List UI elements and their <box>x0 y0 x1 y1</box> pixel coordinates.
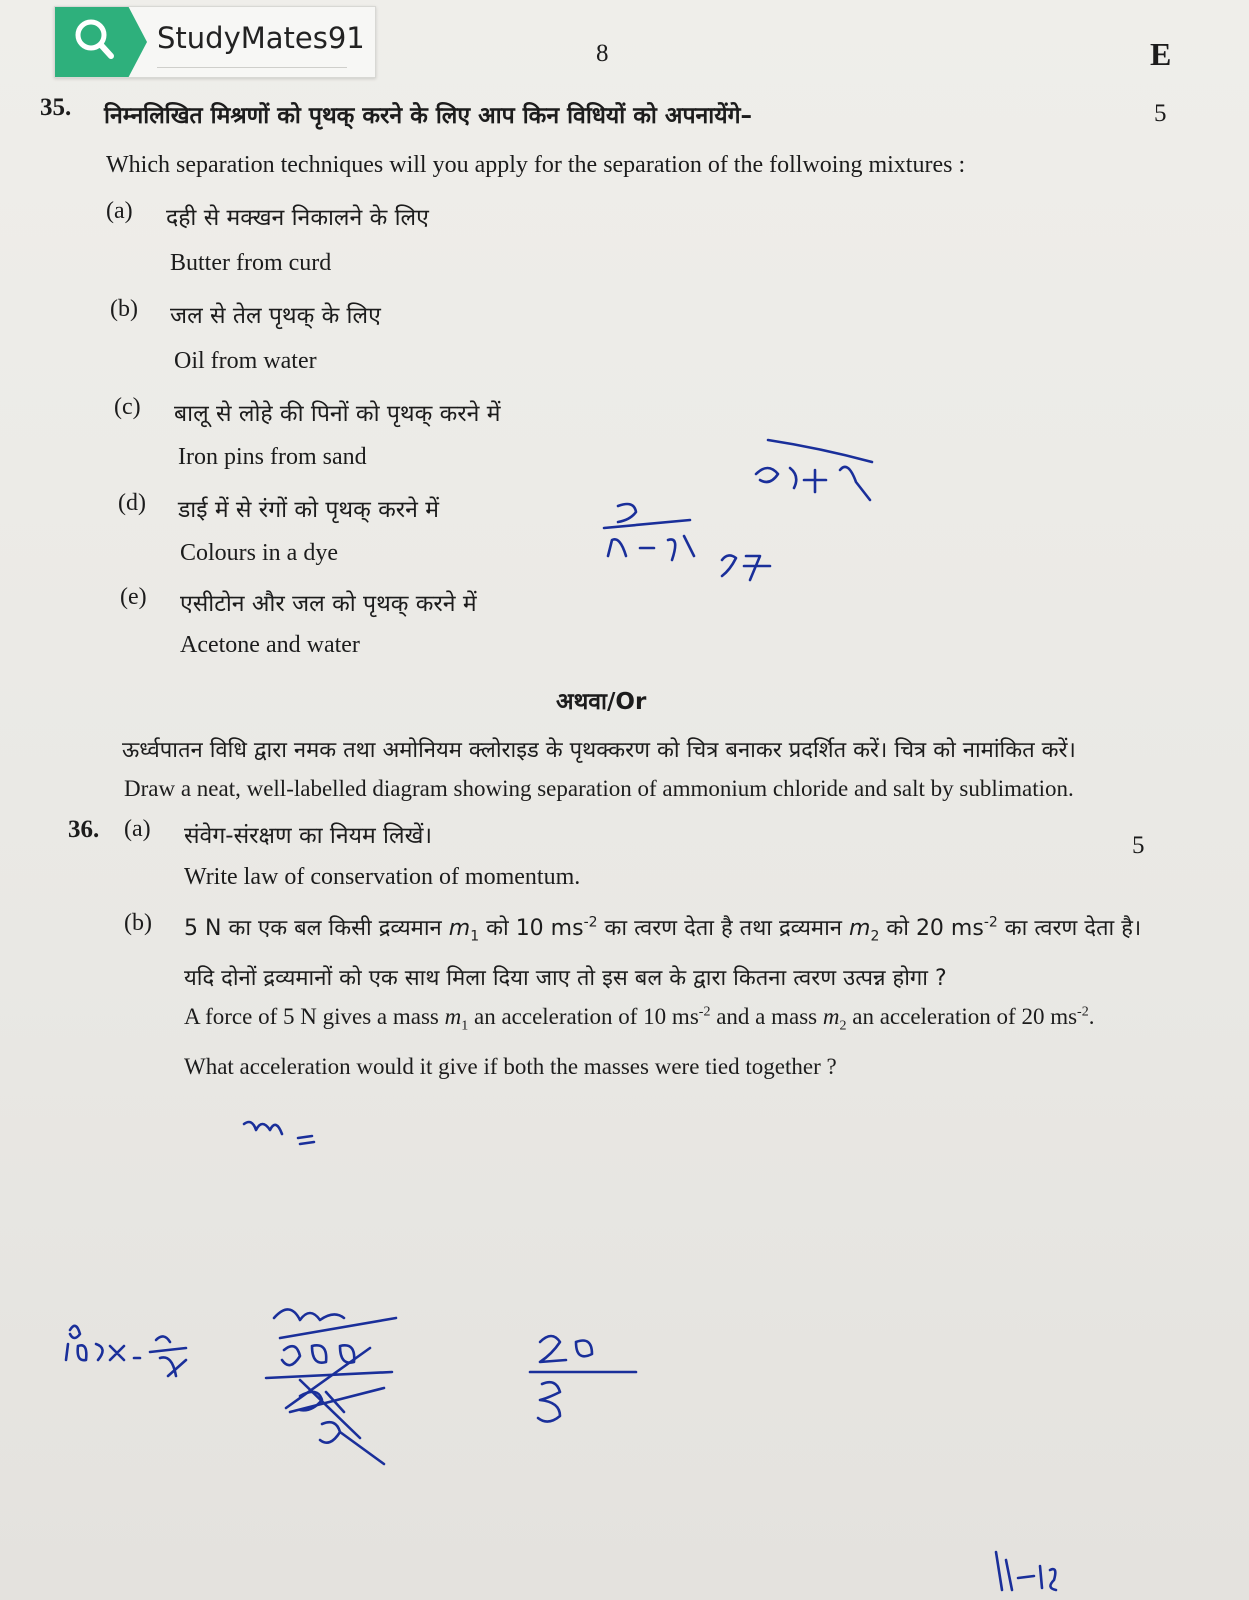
q35a-hindi: दही से मक्खन निकालने के लिए <box>166 205 429 231</box>
scribble-middle <box>604 504 770 580</box>
page-number: 8 <box>596 40 609 67</box>
q35b-label: (b) <box>110 296 138 322</box>
q35-marks: 5 <box>1154 100 1167 127</box>
q36b-hindi-line2: यदि दोनों द्रव्यमानों को एक साथ मिला दिया जाए तो इस बल के द्वारा कितना त्वरण उत्पन्न होगा ? <box>184 966 947 991</box>
q35b-hindi: जल से तेल पृथक् के लिए <box>170 303 381 329</box>
q35d-hindi: डाई में से रंगों को पृथक् करने में <box>178 497 439 523</box>
q35-or-hindi: ऊर्ध्वपातन विधि द्वारा नमक तथा अमोनियम क्लोराइड के पृथक्करण को चित्र बनाकर प्रदर्शित करें। चित्र को नामांकित करें। <box>122 738 1076 763</box>
q35a-english: Butter from curd <box>170 250 332 276</box>
scribble-crossed-fraction <box>266 1309 396 1464</box>
scribble-bottom-right <box>996 1552 1056 1590</box>
q35e-english: Acetone and water <box>180 632 360 658</box>
q35c-english: Iron pins from sand <box>178 444 367 470</box>
q35e-hindi: एसीटोन और जल को पृथक् करने में <box>180 591 477 617</box>
q35-hindi: निम्नलिखित मिश्रणों को पृथक् करने के लिए आप किन विधियों को अपनायेंगे– <box>104 103 753 129</box>
q35-or-english: Draw a neat, well-labelled diagram showing separation of ammonium chloride and salt by sublimation. <box>124 776 1074 801</box>
q35-english: Which separation techniques will you apply for the separation of the follwoing mixtures : <box>106 152 966 178</box>
q36a-label: (a) <box>124 816 151 842</box>
q36b-english-line1: A force of 5 N gives a mass $m_1$ an acceleration of 10 $ms^{-2}$ and a mass $m_2$ an acceleration of 20 $ms^{-2}$. <box>184 1004 1095 1034</box>
q36b-label: (b) <box>124 910 152 936</box>
q35e-label: (e) <box>120 584 147 610</box>
scribble-m-equals <box>244 1122 314 1144</box>
q35c-hindi: बालू से लोहे की पिनों को पृथक् करने में <box>174 401 501 427</box>
q35c-label: (c) <box>114 394 141 420</box>
q36a-english: Write law of conservation of momentum. <box>184 864 581 890</box>
logo-text: StudyMates91 <box>157 21 365 55</box>
scribble-twenty-over-three <box>530 1336 636 1422</box>
q36b-hindi-line1: 5 N का एक बल किसी द्रव्यमान $m_1$ को 10 $ms^{-2}$ का त्वरण देता है तथा द्रव्यमान $m_2$ को 20 $ms^{-2}$ का त्वरण देता है। <box>184 914 1142 945</box>
q36b-english-line2: What acceleration would it give if both the masses were tied together ? <box>184 1054 837 1079</box>
scribble-bottom-left <box>66 1326 186 1376</box>
or-separator: अथवा/Or <box>556 689 647 715</box>
q35d-english: Colours in a dye <box>180 540 338 566</box>
q36-number: 36. <box>68 816 100 843</box>
set-code: E <box>1150 36 1172 72</box>
q35-number: 35. <box>40 94 72 121</box>
q35b-english: Oil from water <box>174 348 317 374</box>
q35a-label: (a) <box>106 198 133 224</box>
scribble-top-right <box>756 440 872 500</box>
q36a-hindi: संवेग-संरक्षण का नियम लिखें। <box>184 823 433 849</box>
q35d-label: (d) <box>118 490 146 516</box>
q36-marks: 5 <box>1132 832 1145 859</box>
